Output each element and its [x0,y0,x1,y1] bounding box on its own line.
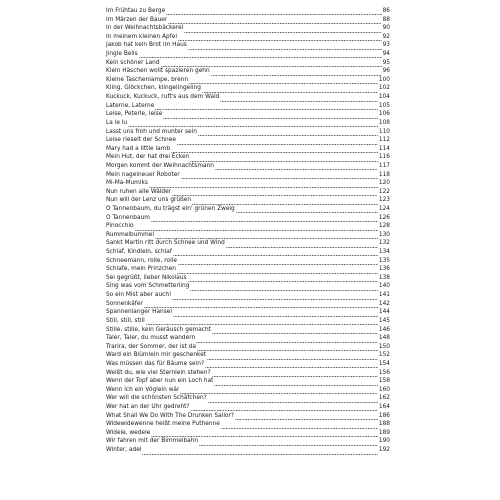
dot-leader [173,250,378,257]
dot-leader [208,396,378,403]
toc-entry-page-number: 141 [378,292,390,299]
dot-leader [221,422,378,429]
toc-entry-title: Wer will die schönsten Schäfchen? [106,395,207,402]
toc-entry-page-number: 110 [378,128,390,135]
toc-entry-page-number: 188 [378,421,390,428]
toc-entry [106,265,390,274]
toc-entry-title: In der Weihnachtsbäckerei [106,25,184,32]
toc-entry-title: Weißt du, wie viel Sternlein stehen? [106,369,211,376]
toc-entry-title: Wenn ich ein Vöglein wär [106,386,180,393]
dot-leader [177,267,378,274]
toc-entry [106,291,390,300]
dot-leader [151,215,378,222]
dot-leader [199,439,378,446]
toc-entry-title: Schneemann, rolle, rolle [106,257,177,264]
toc-entry-page-number: 116 [378,154,390,161]
toc-entry [106,205,390,214]
dot-leader [151,430,378,437]
toc-entry-title: Ward ein Blümlein mir geschenket [106,352,207,359]
toc-entry-page-number: 134 [378,249,390,256]
dot-leader [142,448,377,455]
toc-entry [106,84,390,93]
toc-entry-page-number: 138 [378,274,390,281]
dot-leader [128,121,378,128]
toc-entry-page-number: 186 [378,412,390,419]
toc-entry-title: Wer hat an der Uhr gedreht? [106,404,190,411]
toc-entry [106,7,390,16]
dot-leader [236,207,378,214]
dot-leader [189,77,378,84]
toc-entry-title: Leise, Peterle, leise [106,111,163,118]
toc-entry-page-number: 158 [378,378,390,385]
toc-entry-page-number: 135 [378,257,390,264]
dot-leader [191,405,378,412]
toc-entry [106,257,390,266]
toc-entry [106,248,390,257]
dot-leader [178,258,378,265]
toc-entry-title: Trarira, der Sommer, der ist da [106,343,196,350]
toc-entry [106,239,390,248]
toc-entry [106,110,390,119]
toc-entry-title: Nun will der Lenz uns grüßen [106,197,192,204]
dot-leader [207,353,378,360]
toc-entry-page-number: 136 [378,266,390,273]
dot-leader [172,293,378,300]
toc-entry-title: Still, still, still [106,317,145,324]
toc-entry-page-number: 120 [378,180,390,187]
toc-entry-title: O Tannenbaum [106,214,150,221]
toc-entry [106,429,390,438]
dot-leader [146,319,378,326]
toc-entry-title: Mary had a little lamb [106,145,171,152]
toc-entry-title: Schlaf, Kindlein, schlaf [106,249,172,256]
dot-leader [235,413,378,420]
toc-entry [106,403,390,412]
toc-entry-title: Pinocchio [106,223,134,230]
toc-entry-page-number: 93 [382,42,390,49]
dot-leader [212,327,378,334]
dot-leader [226,241,378,248]
toc-entry [106,274,390,283]
toc-entry-title: Sonnenkäfer [106,300,143,307]
toc-entry-page-number: 130 [378,231,390,238]
dot-leader [178,34,382,41]
toc-entry-title: So ein Mist aber auch! [106,292,172,299]
toc-entry-page-number: 190 [378,438,390,445]
toc-entry-page-number: 132 [378,240,390,247]
toc-entry-title: Kein schöner Land [106,59,160,66]
toc-entry [106,446,390,455]
toc-entry [106,283,390,292]
dot-leader [172,189,378,196]
toc-entry-title: Widele, wedele [106,429,151,436]
dot-leader [211,69,382,76]
toc-entry-page-number: 160 [378,386,390,393]
dot-leader [155,103,378,110]
toc-entry-title: Jakob hat kein Brot im Haus [106,42,187,49]
toc-entry-title: In meinem kleinen Apfel [106,33,178,40]
toc-entry-page-number: 108 [378,119,390,126]
toc-entry [106,222,390,231]
toc-entry-page-number: 162 [378,395,390,402]
toc-entry-page-number: 92 [382,33,390,40]
dot-leader [161,60,382,67]
toc-entry-title: O Tannenbaum, du trägst ein' grünen Zweig [106,206,235,212]
toc-entry-title: Sei gegrüßt, lieber Nikolaus [106,274,187,281]
toc-entry-page-number: 90 [382,25,390,32]
dot-leader [212,370,378,377]
toc-entry [106,300,390,309]
dot-leader [192,198,378,205]
toc-entry-title: Sing was vom Schmetterling [106,283,190,290]
toc-entry-title: Wir fahren mit der Bimmelbahn [106,438,199,445]
toc-entry [106,188,390,197]
toc-entry-page-number: 145 [378,317,390,324]
toc-entry-title: Im Frühtau zu Berge [106,7,166,14]
dot-leader [197,344,378,351]
toc-entry [106,153,390,162]
toc-entry-title: Spannenlanger Hansel [106,309,172,316]
dot-leader [171,146,378,153]
toc-entry [106,326,390,335]
toc-entry [106,308,390,317]
toc-entry [106,420,390,429]
toc-entry-page-number: 88 [382,16,390,23]
toc-entry [106,214,390,223]
dot-leader [173,310,378,317]
toc-entry-page-number: 144 [378,309,390,316]
toc-entry [106,386,390,395]
toc-entry [106,119,390,128]
toc-entry [106,24,390,33]
toc-entry [106,171,390,180]
toc-entry-page-number: 189 [378,429,390,436]
toc-entry-page-number: 95 [382,59,390,66]
toc-entry [106,360,390,369]
toc-entry-page-number: 192 [378,447,390,454]
toc-entry [106,196,390,205]
toc-entry-title: Wenn der Topf aber nun ein Loch hat [106,378,214,385]
toc-entry-title: Lasst uns froh und munter sein [106,128,197,135]
toc-entry-title: Stille, stille, kein Geräusch gemacht [106,326,211,333]
toc-entry-page-number: 94 [382,51,390,58]
toc-entry-title: Mein Hut, der hat drei Ecken [106,154,190,161]
dot-leader [196,336,378,343]
toc-entry-title: Kleine Taschenlampe, brenn [106,76,189,83]
toc-entry [106,343,390,352]
dot-leader [202,86,378,93]
toc-entry [106,145,390,154]
toc-entry-page-number: 154 [378,360,390,367]
toc-entry [106,334,390,343]
toc-entry-page-number: 128 [378,223,390,230]
toc-entry [106,59,390,68]
toc-entry-page-number: 102 [378,85,390,92]
toc-entry [106,394,390,403]
toc-entry [106,162,390,171]
dot-leader [188,276,378,283]
toc-entry-page-number: 122 [378,188,390,195]
toc-entry-page-number: 126 [378,214,390,221]
toc-entry-title: Kling, Glöckchen, klingelingeling [106,85,201,92]
toc-entry-page-number: 100 [378,76,390,83]
toc-entry-page-number: 148 [378,335,390,342]
toc-entry [106,128,390,137]
toc-entry [106,369,390,378]
toc-entry-title: Morgen kommt der Weihnachtsmann [106,162,214,169]
toc-entry-title: Rummelbummel [106,231,154,238]
toc-entry [106,33,390,42]
toc-entry-page-number: 156 [378,369,390,376]
dot-leader [184,26,381,33]
dot-leader [180,387,378,394]
toc-entry-page-number: 105 [378,102,390,109]
dot-leader [220,95,378,102]
dot-leader [144,301,378,308]
toc-entry-page-number: 142 [378,300,390,307]
toc-entry-title: What Shall We Do With The Drunken Sailor? [106,412,235,419]
toc-entry-title: Widewidewenne heißt meine Puthenne [106,421,220,428]
toc-entry-page-number: 124 [378,206,390,212]
toc-entry-title: Laterne, Laterne [106,102,155,109]
table-of-contents [106,7,390,455]
toc-entry-title: Sankt Martin ritt durch Schnee und Wind [106,240,225,247]
toc-entry [106,231,390,240]
toc-entry-page-number: 114 [378,145,390,152]
toc-entry-page-number: 86 [382,7,390,14]
dot-leader [215,164,378,171]
toc-entry-page-number: 118 [378,171,390,178]
toc-entry [106,351,390,360]
dot-leader [181,172,378,179]
toc-entry-title: Nun ruhen alle Wälder [106,188,172,195]
toc-entry [106,102,390,111]
toc-entry [106,179,390,188]
toc-entry-title: Kuckuck, Kuckuck, ruft's aus dem Wald [106,94,220,101]
toc-entry-title: Im Märzen der Bauer [106,16,168,23]
toc-entry [106,412,390,421]
toc-entry-page-number: 152 [378,352,390,359]
toc-entry [106,50,390,59]
toc-entry-page-number: 112 [378,137,390,144]
toc-entry-title: Leise rieselt der Schnee [106,137,176,144]
toc-entry [106,41,390,50]
toc-entry-title: Was müssen das für Bäume sein? [106,360,205,367]
toc-entry-page-number: 164 [378,404,390,411]
toc-entry [106,437,390,446]
toc-entry-title: Schlafe, mein Prinzchen [106,266,177,273]
dot-leader [205,362,378,369]
dot-leader [214,379,377,386]
toc-entry-page-number: 104 [378,94,390,101]
dot-leader [135,224,378,231]
toc-entry-page-number: 117 [378,162,390,169]
toc-entry-page-number: 96 [382,68,390,75]
toc-entry-title: La le lu [106,119,128,126]
dot-leader [163,112,378,119]
toc-entry [106,317,390,326]
toc-entry-title: Jingle Bells [106,51,138,58]
toc-entry-title: Klein Häschen wollt spazieren gehn [106,68,210,75]
toc-entry-title: Taler, Taler, du musst wandern [106,335,196,342]
toc-entry-title: Winter, adel [106,447,142,454]
dot-leader [198,129,378,136]
toc-entry-title: Mi-Ma-Mumiks [106,180,148,187]
dot-leader [168,17,381,24]
toc-entry-page-number: 146 [378,326,390,333]
toc-entry [106,377,390,386]
toc-entry [106,16,390,25]
toc-entry [106,93,390,102]
dot-leader [188,43,382,50]
dot-leader [190,155,378,162]
toc-entry-page-number: 123 [378,197,390,204]
toc-entry [106,67,390,76]
toc-entry-page-number: 140 [378,283,390,290]
dot-leader [155,232,378,239]
toc-entry-page-number: 150 [378,343,390,350]
dot-leader [190,284,377,291]
toc-entry [106,136,390,145]
toc-entry-page-number: 106 [378,111,390,118]
dot-leader [166,9,381,16]
dot-leader [139,52,382,59]
toc-entry-title: Mein nagelneuer Roboter [106,171,180,178]
toc-entry [106,76,390,85]
dot-leader [177,138,378,145]
dot-leader [149,181,378,188]
